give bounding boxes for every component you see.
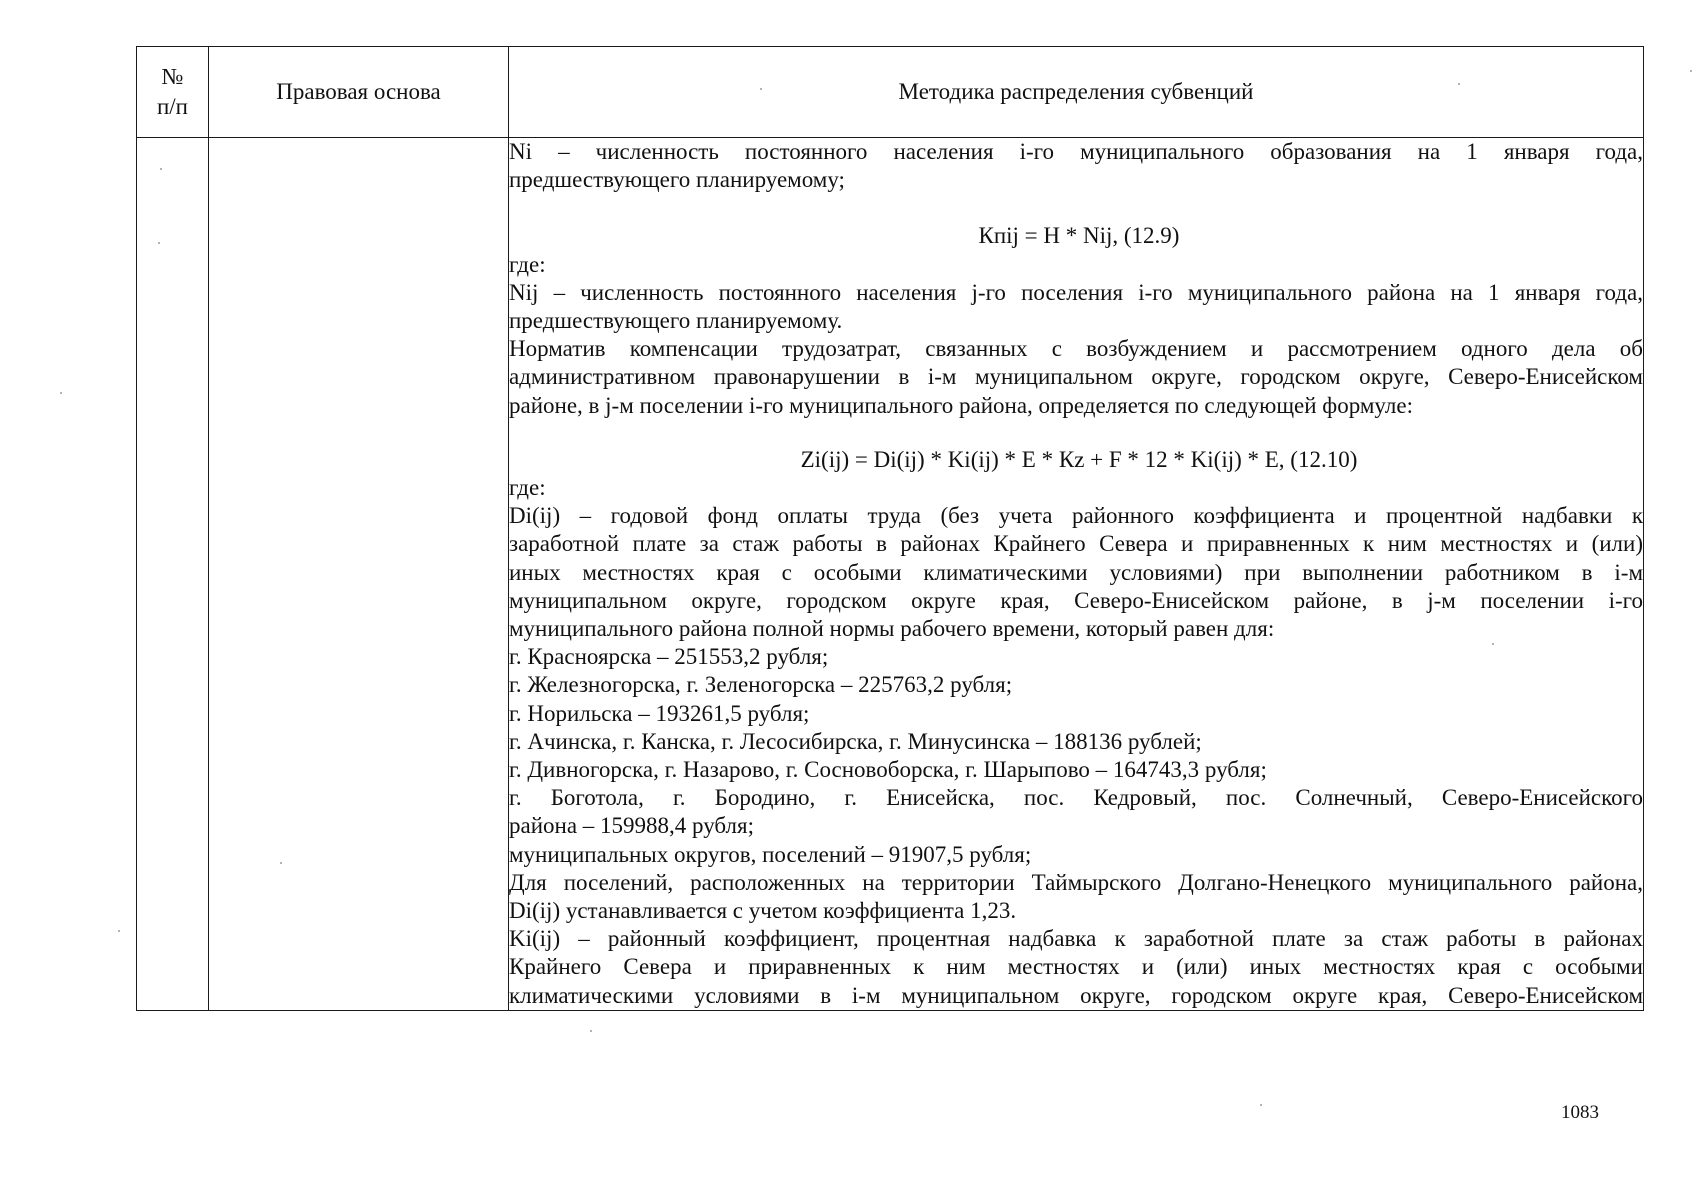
paragraph-ki-line-1: Ki(ij) – районный коэффициент, процентная надбавка к заработной плате за стаж работы в районах [509, 926, 1643, 952]
paragraph-norm-line-1: Норматив компенсации трудозатрат, связанных с возбуждением и рассмотрением одного дела об [509, 336, 1643, 362]
scan-speck [760, 88, 762, 90]
table-row [137, 138, 1644, 1011]
paragraph-nij-line-1: Nij – численность постоянного населения j-го поселения i-го муниципального района на 1 января года, [509, 279, 1643, 305]
scan-speck [1458, 83, 1460, 85]
list-item: г. Красноярска – 251553,2 рубля; [509, 644, 829, 670]
header-number-column [137, 47, 209, 138]
row-methodology-cell [509, 138, 1644, 1011]
list-item: г. Железногорска, г. Зеленогорска – 225763,2 рубля; [509, 672, 1013, 698]
paragraph-di-line-4: муниципальном округе, городском округе края, Северо-Енисейском районе, в j-м поселении i-го [509, 587, 1643, 613]
scan-speck [160, 168, 162, 170]
scan-speck [1492, 643, 1494, 645]
where-label-2: где: [509, 475, 546, 501]
paragraph-norm-line-3: районе, в j-м поселении i-го муниципального района, определяется по следующей формуле: [509, 392, 1413, 418]
list-item: г. Норильска – 193261,5 рубля; [509, 700, 810, 726]
paragraph-nij-line-2: предшествующего планируемому. [509, 308, 843, 334]
paragraph-di-line-1: Di(ij) – годовой фонд оплаты труда (без учета районного коэффициента и процентной надбавки к [509, 503, 1643, 529]
paragraph-taimyr-line-1: Для поселений, расположенных на территории Таймырского Долгано-Ненецкого муниципального района, [509, 869, 1643, 895]
table-header-row [137, 47, 1644, 138]
scan-speck [1260, 1104, 1262, 1106]
row-number-cell [137, 138, 209, 1011]
paragraph-ki-line-2: Крайнего Севера и приравненных к ним местностях и (или) иных местностях края с особыми [509, 954, 1643, 980]
paragraph-di-line-3: иных местностях края с особыми климатическими условиями) при выполнении работником в i-м [509, 559, 1643, 585]
header-number-symbol: № [161, 64, 184, 89]
paragraph-norm-line-2: административном правонарушении в i-м муниципальном округе, городском округе, Северо-Енисейском [509, 364, 1643, 390]
header-methodology: Методика распределения субвенций [509, 47, 1644, 138]
scan-speck [280, 862, 282, 864]
formula-12-10: Zi(ij) = Di(ij) * Ki(ij) * Е * Кz + F * 12 * Ki(ij) * Е, (12.10) [800, 446, 1358, 472]
paragraph-ki-line-3: климатическими условиями в i-м муниципальном округе, городском округе края, Северо-Енисейском [509, 982, 1643, 1008]
where-label-1: где: [509, 251, 546, 277]
paragraph-bogotol-line-2: района – 159988,4 рубля; [509, 813, 755, 839]
paragraph-taimyr-line-2: Di(ij) устанавливается с учетом коэффициента 1,23. [509, 898, 1017, 924]
paragraph-bogotol-line-1: г. Боготола, г. Бородино, г. Енисейска, пос. Кедровый, пос. Солнечный, Северо-Енисейского [509, 785, 1643, 811]
list-item: г. Ачинска, г. Канска, г. Лесосибирска, г. Минусинска – 188136 рублей; [509, 728, 1202, 754]
header-legal-basis: Правовая основа [209, 47, 509, 138]
paragraph-di-line-5: муниципального района полной нормы рабочего времени, который равен для: [509, 616, 1275, 642]
row-legal-basis-cell [209, 138, 509, 1011]
paragraph-di-line-2: заработной плате за стаж работы в районах Крайнего Севера и приравненных к ним местностях и (или) [509, 531, 1643, 557]
scan-speck [60, 392, 62, 394]
formula-12-9: Кпij = Н * Nij, (12.9) [978, 223, 1180, 249]
paragraph-ni-line-2: предшествующего планируемому; [509, 167, 845, 193]
list-item: г. Дивногорска, г. Назарово, г. Сосновоборска, г. Шарыпово – 164743,3 рубля; [509, 757, 1267, 783]
paragraph-municipal-okrugs: муниципальных округов, поселений – 91907,5 рубля; [509, 841, 1032, 867]
scan-speck [1690, 70, 1692, 72]
page-number: 1083 [1561, 1102, 1599, 1123]
scan-speck [118, 930, 120, 932]
paragraph-ni-line-1: Ni – численность постоянного населения i-го муниципального образования на 1 января года, [509, 139, 1643, 164]
subvention-methodology-table [136, 46, 1644, 1011]
scan-speck [590, 1030, 592, 1032]
scan-speck [158, 242, 160, 244]
header-number-abbrev: п/п [156, 94, 188, 119]
